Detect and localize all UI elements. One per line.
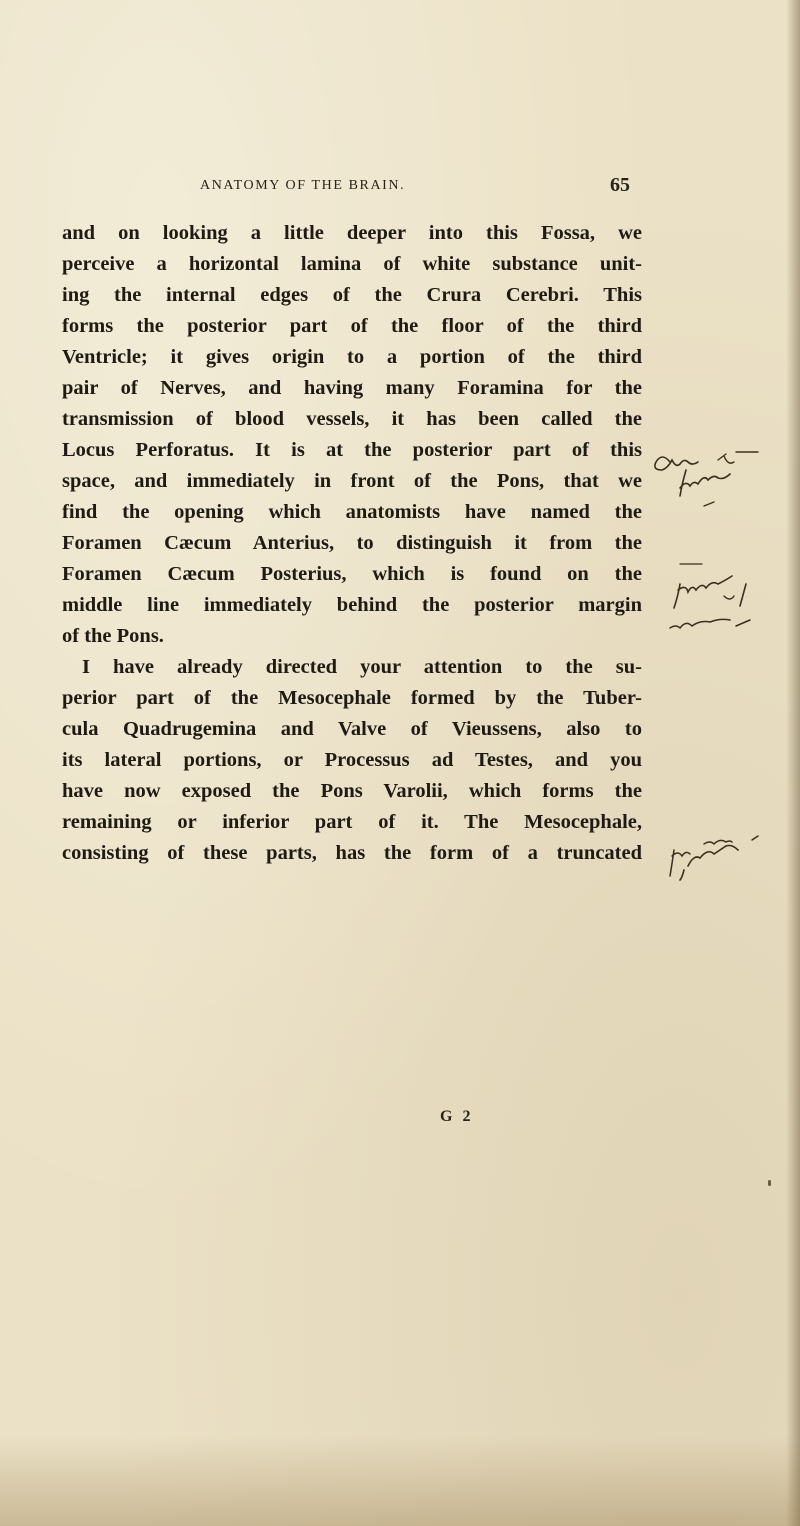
text-line: pair of Nerves, and having many Foramina for the (62, 377, 642, 399)
handwritten-annotation (640, 560, 770, 632)
text-line: cula Quadrugemina and Valve of Vieussens, also to (62, 718, 642, 740)
text-line: Foramen Cæcum Posterius, which is found on the (62, 563, 642, 585)
page-edge-shadow (786, 0, 800, 1526)
text-line: consisting of these parts, has the form of a truncated (62, 842, 642, 864)
text-line: find the opening which anatomists have named the (62, 501, 642, 523)
page-number: 65 (610, 174, 630, 196)
text-line: perceive a horizontal lamina of white substance unit- (62, 253, 642, 275)
text-line: I have already directed your attention to the su- (82, 656, 642, 678)
text-line: middle line immediately behind the posterior margin (62, 594, 642, 616)
handwritten-annotation (640, 440, 770, 510)
text-line: transmission of blood vessels, it has been called the (62, 408, 642, 430)
text-line: have now exposed the Pons Varolii, which forms the (62, 780, 642, 802)
text-line: perior part of the Mesocephale formed by the Tuber- (62, 687, 642, 709)
text-line: remaining or inferior part of it. The Mesocephale, (62, 811, 642, 833)
running-title: ANATOMY OF THE BRAIN. (200, 178, 406, 193)
text-line: ing the internal edges of the Crura Cerebri. This (62, 284, 642, 306)
running-header (200, 174, 640, 198)
text-line: and on looking a little deeper into this Fossa, we (62, 222, 642, 244)
text-line: space, and immediately in front of the Pons, that we (62, 470, 642, 492)
text-line: forms the posterior part of the floor of the third (62, 315, 642, 337)
signature-mark: G 2 (440, 1108, 474, 1125)
paper-speck (768, 1180, 771, 1186)
text-line: Locus Perforatus. It is at the posterior part of this (62, 439, 642, 461)
text-line: its lateral portions, or Processus ad Testes, and you (62, 749, 642, 771)
body-text (62, 218, 642, 869)
text-line: Ventricle; it gives origin to a portion of the third (62, 346, 642, 368)
page-bottom-shadow (0, 1436, 800, 1526)
handwritten-annotation (640, 810, 770, 882)
text-line: of the Pons. (62, 625, 164, 647)
text-line: Foramen Cæcum Anterius, to distinguish it from the (62, 532, 642, 554)
